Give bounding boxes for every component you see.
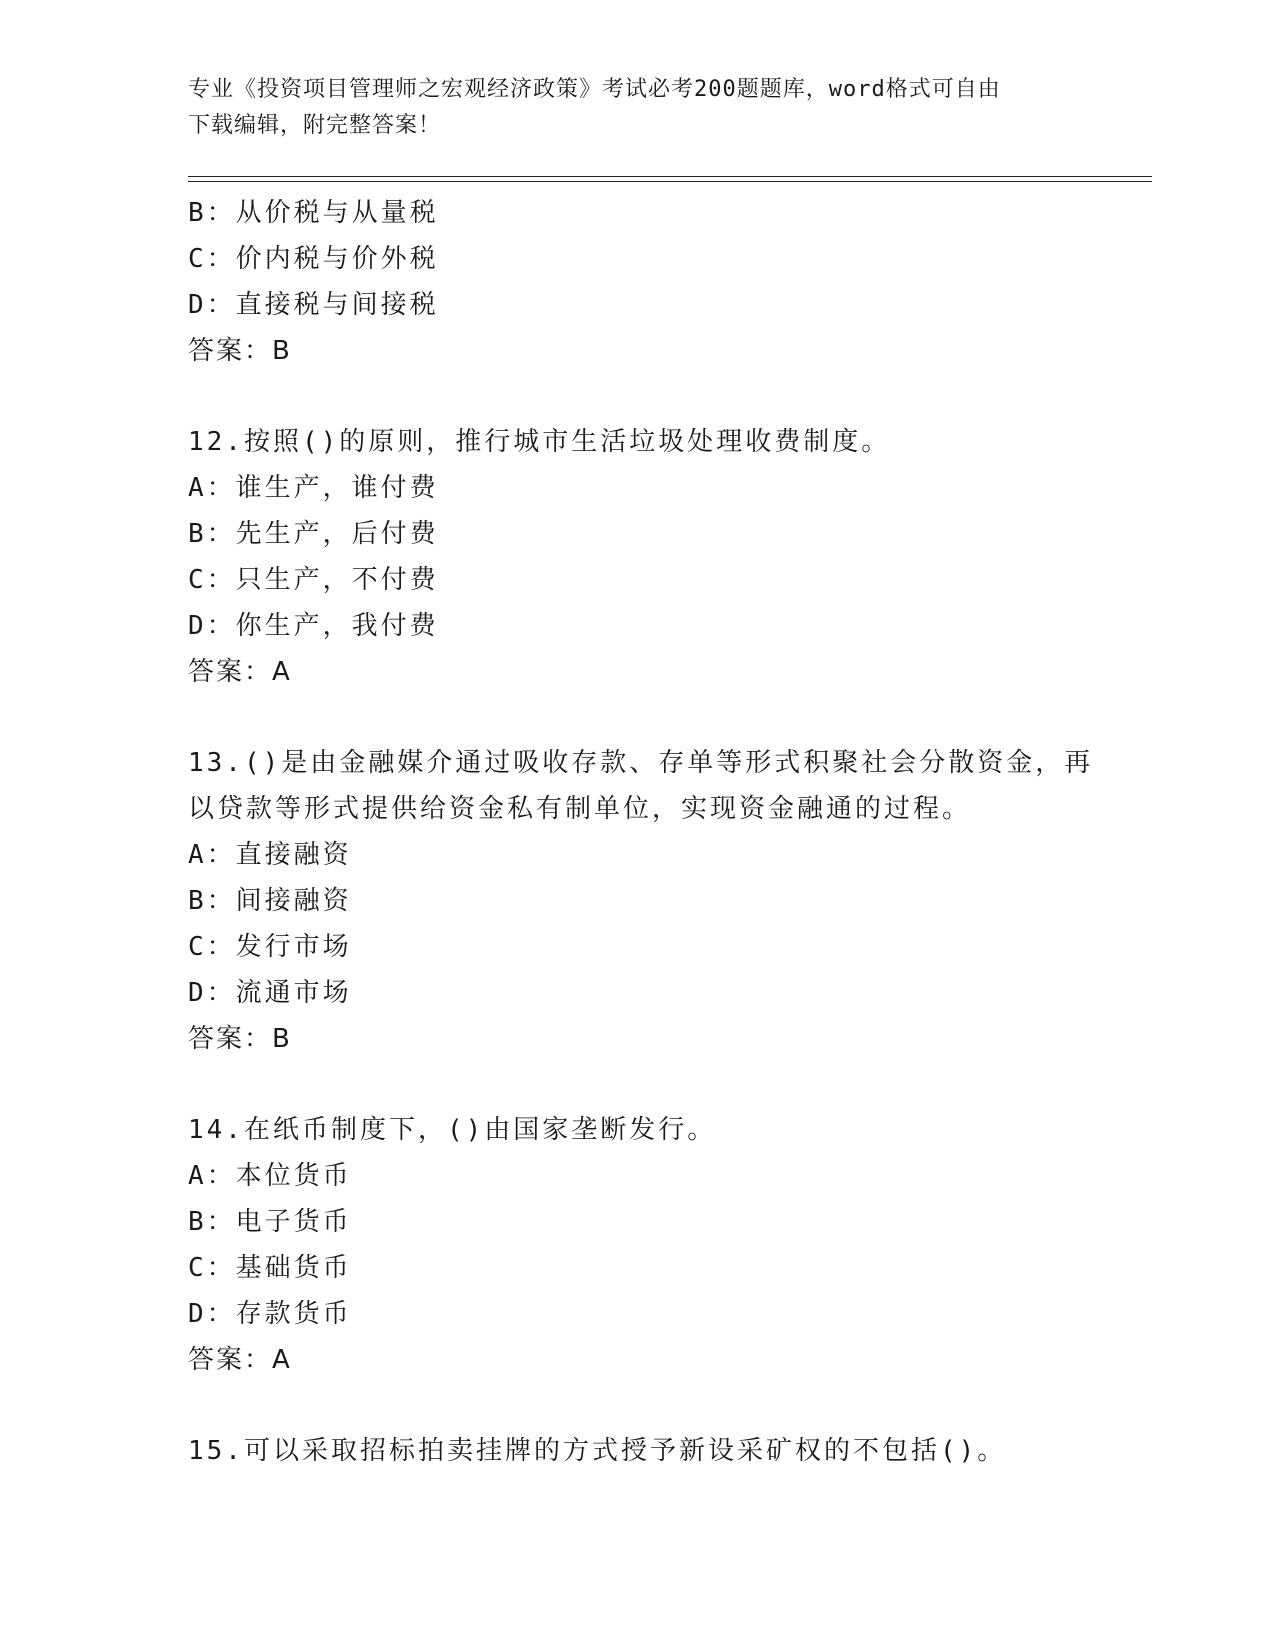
option-b: B：从价税与从量税 <box>188 198 439 228</box>
option-d: D：存款货币 <box>188 1299 352 1329</box>
question-stem: 12.按照()的原则，推行城市生活垃圾处理收费制度。 <box>188 427 891 457</box>
document-body <box>188 190 1094 1474</box>
option-b: B：先生产，后付费 <box>188 519 439 549</box>
header-line-1: 专业《投资项目管理师之宏观经济政策》考试必考200题题库，word格式可自由 <box>188 77 1001 102</box>
option-b: B：电子货币 <box>188 1207 352 1237</box>
question-11-tail <box>188 190 1088 374</box>
header-line-2: 下载编辑，附完整答案！ <box>188 113 442 138</box>
option-a: A：谁生产，谁付费 <box>188 473 439 503</box>
question-13 <box>188 740 1094 1062</box>
answer: 答案：A <box>188 1345 292 1375</box>
option-d: D：你生产，我付费 <box>188 611 439 641</box>
document-header <box>188 72 1068 144</box>
answer: 答案：A <box>188 657 292 687</box>
option-a: A：直接融资 <box>188 840 352 870</box>
option-c: C：只生产，不付费 <box>188 565 439 595</box>
option-c: C：发行市场 <box>188 932 352 962</box>
header-divider-bottom <box>188 181 1152 182</box>
header-divider-top <box>188 176 1152 177</box>
option-c: C：基础货币 <box>188 1253 352 1283</box>
question-stem-line-1: 13.()是由金融媒介通过吸收存款、存单等形式积聚社会分散资金，再 <box>188 748 1094 778</box>
option-a: A：本位货币 <box>188 1161 352 1191</box>
question-stem: 15.可以采取招标拍卖挂牌的方式授予新设采矿权的不包括()。 <box>188 1436 1007 1466</box>
option-d: D：直接税与间接税 <box>188 290 439 320</box>
question-14 <box>188 1107 1088 1383</box>
option-c: C：价内税与价外税 <box>188 244 439 274</box>
option-d: D：流通市场 <box>188 978 352 1008</box>
answer: 答案：B <box>188 1024 292 1054</box>
question-stem-line-2: 以贷款等形式提供给资金私有制单位，实现资金融通的过程。 <box>188 794 972 824</box>
question-15 <box>188 1428 1088 1474</box>
question-stem: 14.在纸币制度下，()由国家垄断发行。 <box>188 1115 717 1145</box>
option-b: B：间接融资 <box>188 886 352 916</box>
question-12 <box>188 419 1088 695</box>
answer: 答案：B <box>188 336 292 366</box>
